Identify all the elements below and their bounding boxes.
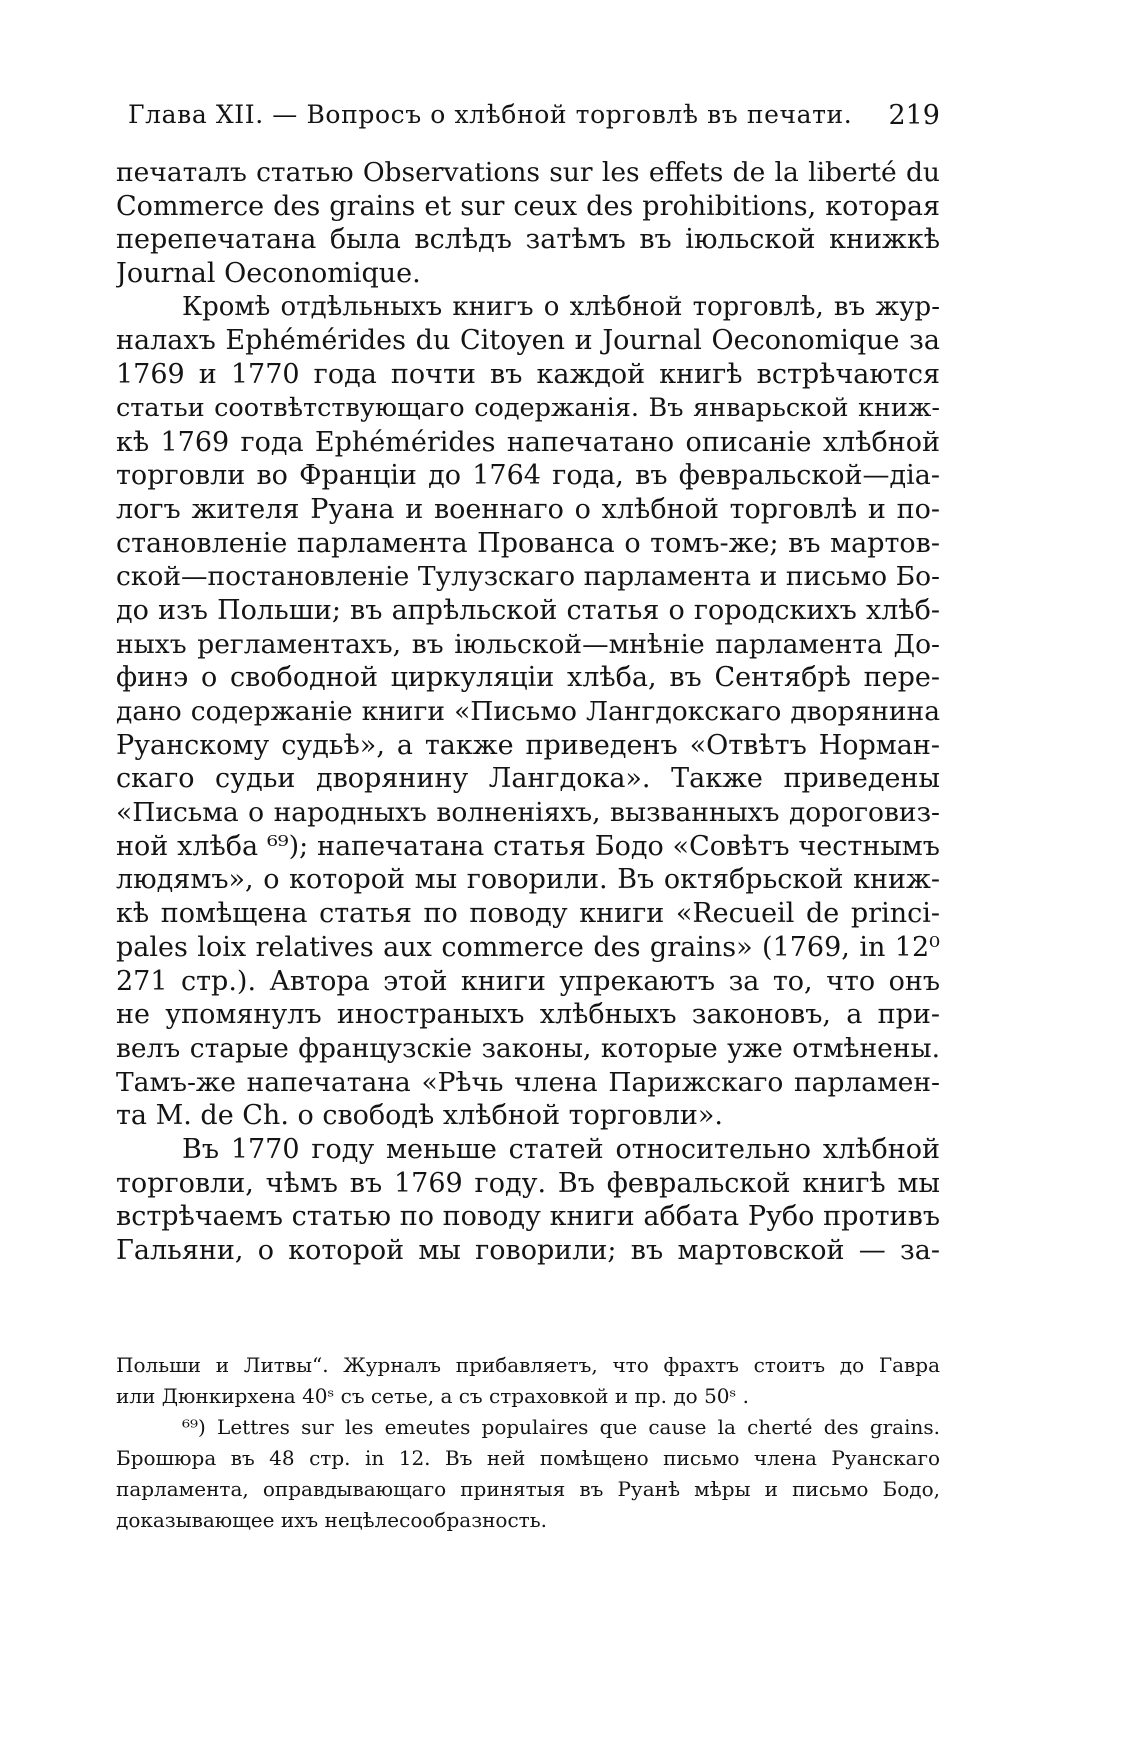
text-line: Commerce des grains et sur ceux des prohibitions, которая [116, 190, 940, 222]
text-line: Руанскому судьѣ», а также приведенъ «Отвѣтъ Норман- [116, 729, 940, 761]
text-line: кѣ помѣщена статья по поводу книги «Recueil de princi- [116, 898, 940, 930]
text-line: ныхъ регламентахъ, въ іюльской—мнѣніе парламента До- [116, 628, 940, 660]
text-line: логъ жителя Руана и военнаго о хлѣбной торговлѣ и по- [116, 493, 940, 525]
page-number: 219 [888, 100, 940, 131]
footnotes [116, 1350, 940, 1536]
text-line: встрѣчаемъ статью по поводу книги аббата Рубо противъ [116, 1201, 940, 1233]
text-line: ской—постановленіе Тулузскаго парламента и письмо Бо- [116, 561, 940, 593]
footnote-line: доказывающее ихъ нецѣлесообразность. [116, 1508, 547, 1532]
text-line: статьи соотвѣтствующаго содержанія. Въ январьской книж- [116, 392, 940, 423]
footnote-line: Брошюра въ 48 стр. in 12. Въ ней помѣщено письмо члена Руанскаго [116, 1446, 940, 1470]
running-head: Глава XII. — Вопросъ о хлѣбной торговлѣ въ печати. [128, 100, 853, 129]
text-line: торговли, чѣмъ въ 1769 году. Въ февральской книгѣ мы [116, 1167, 940, 1199]
text-line: финэ о свободной циркуляціи хлѣба, въ Сентябрѣ пере- [116, 662, 940, 694]
page-header [128, 100, 940, 140]
paragraph-start-line: Въ 1770 году меньше статей относительно хлѣбной [182, 1133, 940, 1165]
text-line: ной хлѣба ⁶⁹); напечатана статья Бодо «Совѣтъ честнымъ [116, 830, 940, 862]
text-line: 271 стр.). Автора этой книги упрекаютъ за то, что онъ [116, 965, 940, 997]
text-line: налахъ Ephémérides du Citoyen и Journal Oeconomique за [116, 325, 940, 357]
text-line: Тамъ-же напечатана «Рѣчь члена Парижскаго парламен- [116, 1066, 940, 1098]
footnote-line: или Дюнкирхена 40ˢ съ сетье, а съ страховкой и пр. до 50ˢ . [116, 1384, 749, 1408]
text-line: кѣ 1769 года Ephémérides напечатано описаніе хлѣбной [116, 426, 940, 458]
text-line: скаго судьи дворянину Лангдока». Также приведены [116, 763, 940, 795]
footnote-line: парламента, оправдывающаго принятыя въ Руанѣ мѣры и письмо Бодо, [116, 1477, 940, 1501]
text-line: до изъ Польши; въ апрѣльской статья о городскихъ хлѣб- [116, 594, 940, 626]
text-line: становленіе парламента Прованса о томъ-же; въ мартов- [116, 527, 940, 559]
text-line: та M. de Ch. о свободѣ хлѣбной торговли». [116, 1100, 723, 1132]
text-line: велъ старые французскіе законы, которые уже отмѣнены. [116, 1032, 940, 1064]
text-line: людямъ», о которой мы говорили. Въ октябрьской книж- [116, 864, 940, 896]
text-line: перепечатана была вслѣдъ затѣмъ въ іюльской книжкѣ [116, 224, 940, 256]
text-line: печаталъ статью Observations sur les effets de la liberté du [116, 157, 940, 188]
main-text [116, 156, 940, 1268]
text-line: торговли во Франціи до 1764 года, въ февральской—діа- [116, 460, 940, 492]
footnote-line: Польши и Литвы“. Журналъ прибавляетъ, что фрахтъ стоитъ до Гавра [116, 1353, 940, 1377]
text-line: 1769 и 1770 года почти въ каждой книгѣ встрѣчаются [116, 359, 940, 391]
footnote-69: ⁶⁹) Lettres sur les emeutes populaires que cause la cherté des grains. [182, 1415, 940, 1439]
text-line: дано содержаніе книги «Письмо Лангдокскаго дворянина [116, 696, 940, 727]
paragraph-start-line: Кромѣ отдѣльныхъ книгъ о хлѣбной торговлѣ, въ жур- [182, 291, 940, 322]
text-line: Journal Oeconomique. [116, 258, 421, 290]
text-line: pales loix relatives aux commerce des grains» (1769, in 12⁰ [116, 931, 940, 963]
text-line: Гальяни, о которой мы говорили; въ мартовской — за- [116, 1235, 940, 1266]
text-line: «Письма о народныхъ волненіяхъ, вызванныхъ дороговиз- [116, 797, 940, 829]
text-line: не упомянулъ иностраныхъ хлѣбныхъ законовъ, а при- [116, 999, 940, 1031]
